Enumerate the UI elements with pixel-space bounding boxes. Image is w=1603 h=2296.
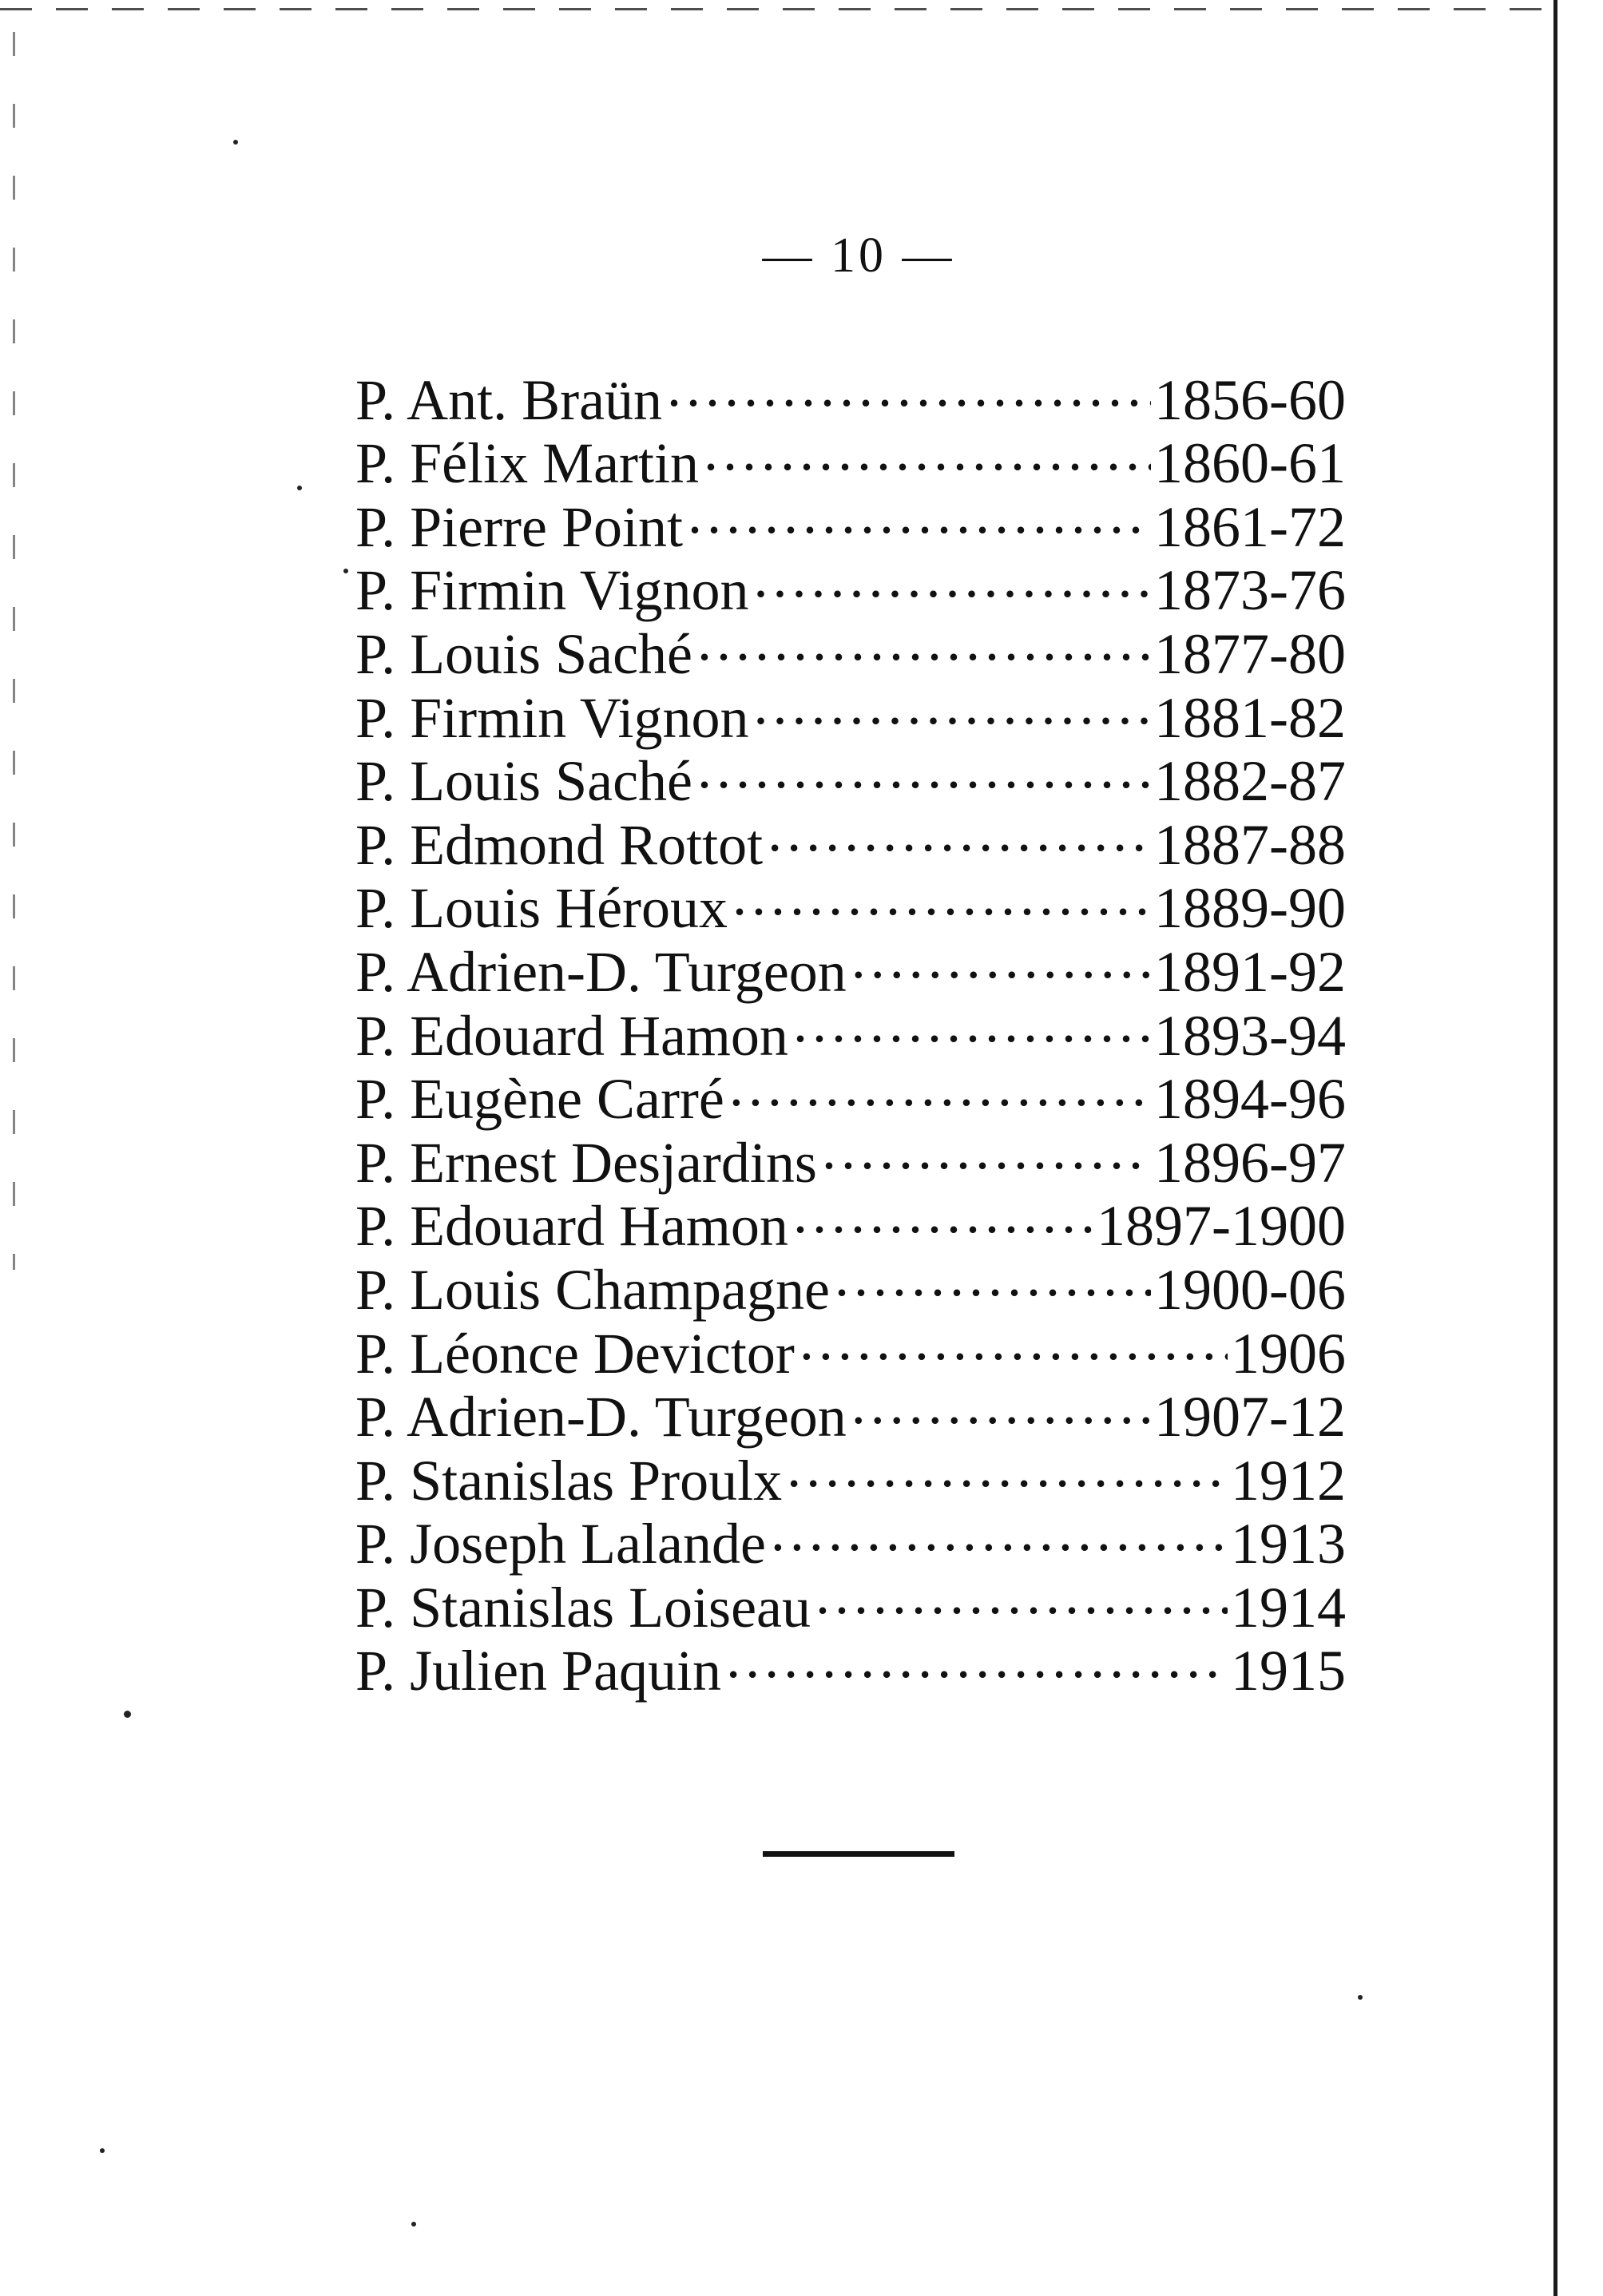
dot-leader [748, 546, 1151, 610]
dot-leader [748, 673, 1151, 737]
term-years: 1893-94 [1154, 1003, 1346, 1068]
term-years: 1861-72 [1154, 494, 1346, 559]
superior-name: P. Firmin Vignon [355, 558, 749, 623]
term-years: 1881-82 [1154, 685, 1346, 750]
superior-name: P. Julien Paquin [355, 1639, 722, 1703]
superior-name: P. Eugène Carré [355, 1067, 724, 1132]
superior-name: P. Louis Champagne [355, 1257, 830, 1322]
dot-leader [830, 1245, 1151, 1309]
term-years: 1913 [1231, 1512, 1346, 1576]
dot-leader [662, 355, 1151, 419]
term-years: 1860-61 [1154, 431, 1346, 496]
term-years: 1856-60 [1154, 367, 1346, 432]
dot-leader [847, 1373, 1151, 1437]
scan-speck [297, 486, 302, 490]
dot-leader [728, 864, 1151, 928]
dot-leader [721, 1627, 1228, 1691]
scan-speck [233, 140, 238, 145]
dot-leader [782, 1436, 1228, 1500]
dot-leader [692, 609, 1151, 673]
term-years: 1889-90 [1154, 876, 1346, 941]
superior-name: P. Louis Héroux [355, 876, 728, 941]
superiors-list [355, 355, 1346, 1703]
dot-leader [788, 1182, 1093, 1246]
scan-speck [1358, 1995, 1363, 2000]
term-years: 1907-12 [1154, 1385, 1346, 1449]
term-years: 1887-88 [1154, 812, 1346, 877]
term-years: 1891-92 [1154, 939, 1346, 1004]
end-rule [763, 1851, 954, 1857]
superior-name: P. Edouard Hamon [355, 1194, 788, 1259]
scan-edge-right [1553, 0, 1557, 2296]
superior-name: P. Adrien-D. Turgeon [355, 939, 847, 1004]
superior-name: P. Adrien-D. Turgeon [355, 1385, 847, 1449]
superior-name: P. Joseph Lalande [355, 1512, 766, 1576]
superior-name: P. Edouard Hamon [355, 1003, 788, 1068]
superior-name: P. Ant. Braün [355, 367, 663, 432]
scan-edge-top [0, 8, 1557, 10]
term-years: 1914 [1231, 1575, 1346, 1640]
scan-speck [124, 1711, 131, 1718]
superior-name: P. Léonce Devictor [355, 1321, 795, 1386]
dot-leader [811, 1563, 1228, 1627]
term-years: 1882-87 [1154, 749, 1346, 814]
term-years: 1900-06 [1154, 1257, 1346, 1322]
dot-leader [766, 1500, 1228, 1564]
term-years: 1912 [1231, 1448, 1346, 1513]
term-years: 1896-97 [1154, 1130, 1346, 1195]
superior-name: P. Stanislas Proulx [355, 1448, 783, 1513]
dot-leader [795, 1309, 1228, 1373]
scan-speck [411, 2222, 416, 2227]
term-years: 1906 [1231, 1321, 1346, 1386]
list-item [355, 355, 1346, 432]
page-number: — 10 — [762, 228, 955, 283]
dot-leader [724, 1055, 1151, 1119]
term-years: 1894-96 [1154, 1067, 1346, 1132]
dot-leader [847, 927, 1151, 991]
superior-name: P. Félix Martin [355, 431, 700, 496]
dot-leader [788, 991, 1151, 1055]
scan-edge-left [13, 32, 15, 1270]
term-years: 1915 [1231, 1639, 1346, 1703]
superior-name: P. Ernest Desjardins [355, 1130, 817, 1195]
superior-name: P. Edmond Rottot [355, 812, 764, 877]
dot-leader [699, 419, 1151, 483]
dot-leader [692, 737, 1151, 801]
dot-leader [763, 800, 1151, 864]
scan-speck [100, 2148, 105, 2153]
dot-leader [683, 482, 1151, 546]
superior-name: P. Pierre Point [355, 494, 684, 559]
superior-name: P. Stanislas Loiseau [355, 1575, 811, 1640]
superior-name: P. Louis Saché [355, 621, 692, 686]
term-years: 1877-80 [1154, 621, 1346, 686]
dot-leader [817, 1118, 1151, 1182]
superior-name: P. Firmin Vignon [355, 685, 749, 750]
scan-speck [343, 569, 348, 573]
term-years: 1873-76 [1154, 558, 1346, 623]
term-years: 1897-1900 [1097, 1194, 1346, 1259]
superior-name: P. Louis Saché [355, 749, 692, 814]
